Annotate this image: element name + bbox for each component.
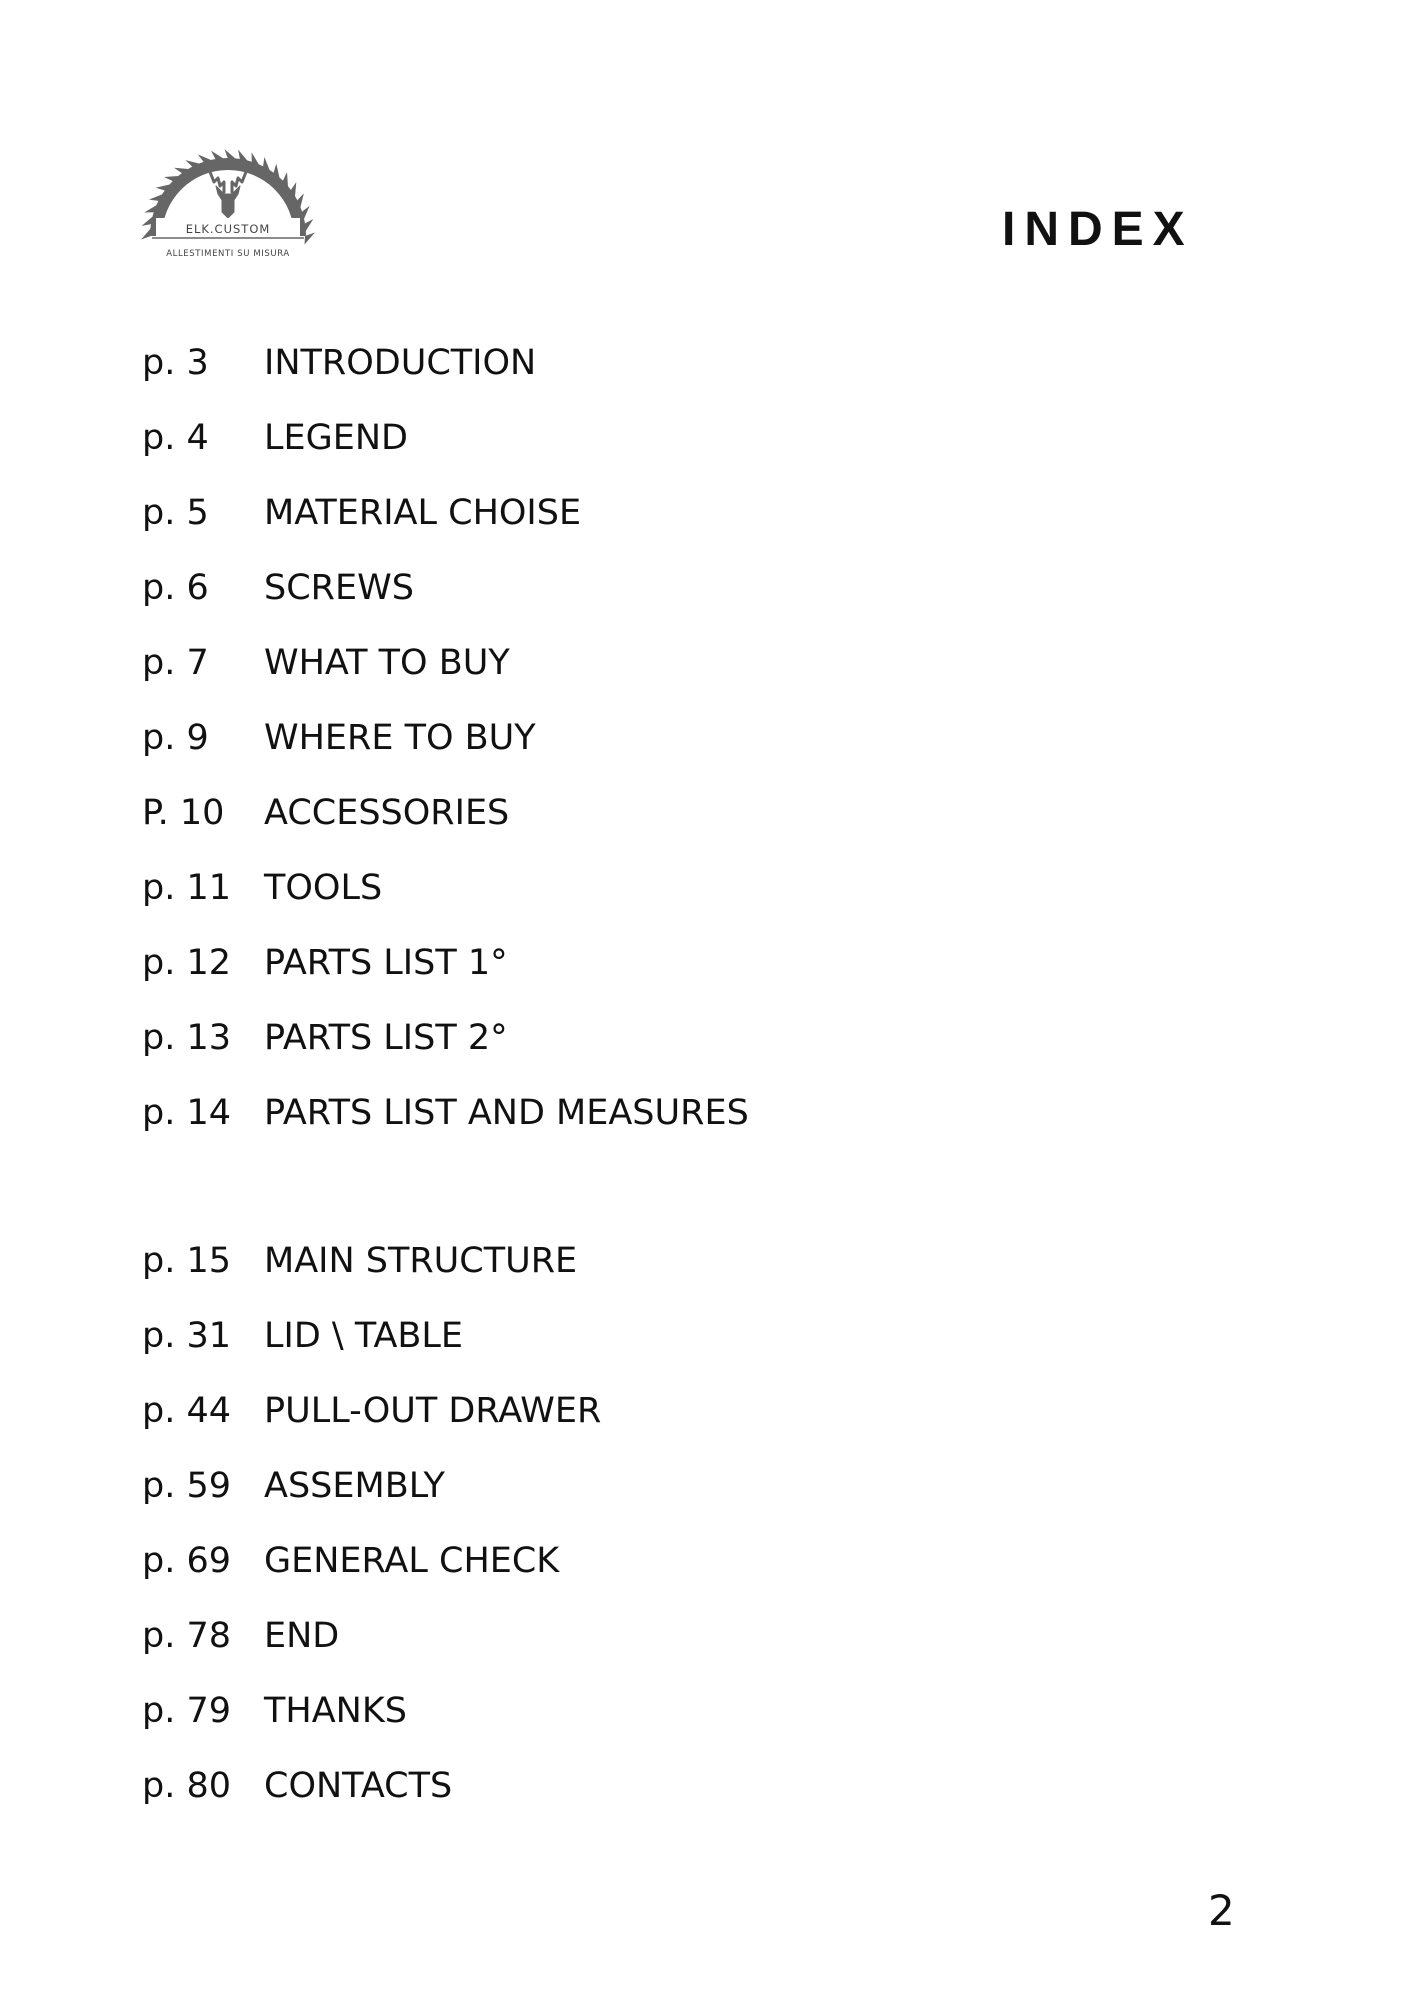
toc-title: LID \ TABLE	[264, 1315, 464, 1356]
toc-entry	[142, 1448, 601, 1523]
brand-logo	[138, 142, 318, 264]
logo-tagline: ALLESTIMENTI SU MISURA	[166, 249, 290, 259]
toc-page-ref: p. 14	[142, 1092, 232, 1133]
toc-entry	[142, 1223, 601, 1298]
toc-title: THANKS	[264, 1690, 407, 1731]
toc-title: PARTS LIST AND MEASURES	[264, 1092, 749, 1133]
toc-group	[142, 1223, 601, 1823]
toc-page-ref: p. 78	[142, 1615, 232, 1656]
toc-page-ref: p. 7	[142, 642, 209, 683]
toc-entry	[142, 325, 749, 400]
toc-page-ref: p. 69	[142, 1540, 232, 1581]
logo-name: ELK.CUSTOM	[185, 222, 271, 236]
toc-page-ref: p. 11	[142, 867, 232, 908]
toc-title: LEGEND	[264, 417, 408, 458]
toc-page-ref: p. 80	[142, 1765, 232, 1806]
toc-entry	[142, 1075, 749, 1150]
page-number: 2	[1208, 1886, 1235, 1935]
toc-title: ACCESSORIES	[264, 792, 510, 833]
toc-title: ASSEMBLY	[264, 1465, 445, 1506]
toc-title: WHAT TO BUY	[264, 642, 510, 683]
toc-entry	[142, 1298, 601, 1373]
toc-entry	[142, 1748, 601, 1823]
toc-page-ref: p. 12	[142, 942, 232, 983]
toc-title: WHERE TO BUY	[264, 717, 536, 758]
toc-title: MAIN STRUCTURE	[264, 1240, 578, 1281]
toc-title: MATERIAL CHOISE	[264, 492, 582, 533]
toc-entry	[142, 625, 749, 700]
toc-entry	[142, 850, 749, 925]
toc-title: SCREWS	[264, 567, 414, 608]
page-title: INDEX	[1002, 203, 1194, 256]
toc-title: GENERAL CHECK	[264, 1540, 560, 1581]
toc-entry	[142, 1598, 601, 1673]
toc-entry	[142, 700, 749, 775]
toc-page-ref: p. 5	[142, 492, 209, 533]
toc-page-ref: p. 6	[142, 567, 209, 608]
toc-title: PARTS LIST 2°	[264, 1017, 508, 1058]
toc-page-ref: p. 13	[142, 1017, 232, 1058]
toc-group	[142, 325, 749, 1150]
toc-entry	[142, 400, 749, 475]
toc-entry	[142, 550, 749, 625]
toc-title: INTRODUCTION	[264, 342, 537, 383]
toc-entry	[142, 775, 749, 850]
toc-title: TOOLS	[264, 867, 383, 908]
toc-page-ref: p. 59	[142, 1465, 232, 1506]
toc-page-ref: p. 4	[142, 417, 209, 458]
toc-entry	[142, 925, 749, 1000]
toc-page-ref: p. 9	[142, 717, 209, 758]
toc-page-ref: p. 79	[142, 1690, 232, 1731]
toc-title: END	[264, 1615, 340, 1656]
toc-entry	[142, 475, 749, 550]
toc-page-ref: p. 3	[142, 342, 209, 383]
toc-entry	[142, 1523, 601, 1598]
elk-head-icon	[210, 172, 246, 218]
toc-title: PARTS LIST 1°	[264, 942, 508, 983]
toc-page-ref: P. 10	[142, 792, 225, 833]
toc-entry	[142, 1000, 749, 1075]
toc-title: PULL-OUT DRAWER	[264, 1390, 602, 1431]
toc-page-ref: p. 44	[142, 1390, 232, 1431]
toc-page-ref: p. 31	[142, 1315, 232, 1356]
toc-entry	[142, 1673, 601, 1748]
toc-entry	[142, 1373, 601, 1448]
toc-page-ref: p. 15	[142, 1240, 232, 1281]
toc-title: CONTACTS	[264, 1765, 453, 1806]
